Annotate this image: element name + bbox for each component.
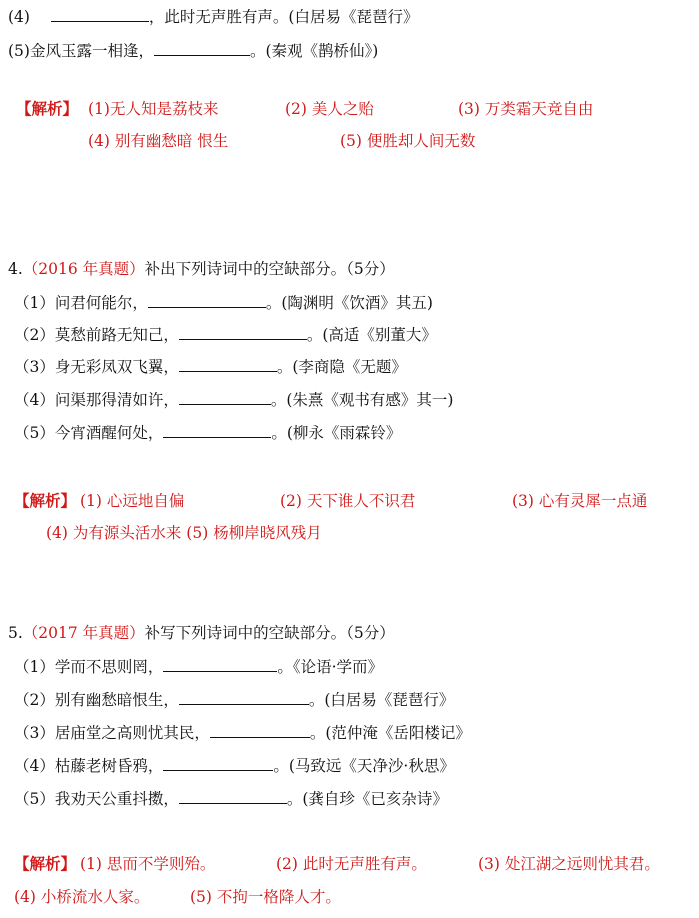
item-source: 。(马致远《天净沙·秋思》 [273,757,455,775]
top-answer-5: (5) 便胜却人间无数 [340,132,476,150]
q2016-heading [8,258,395,280]
answer-blank [163,657,277,672]
q2017-analysis-label: 【解析】 [14,854,77,873]
top-answer-2: (2) 美人之贻 [285,100,374,118]
item-prompt: （1）问君何能尔， [14,294,148,312]
q2017-item-2 [14,689,454,711]
answer-blank [179,390,271,405]
q2016-answer-3: (3) 心有灵犀一点通 [512,492,648,510]
top-answer-1: (1)无人知是荔枝来 [88,100,219,118]
item-prompt: （3）居庙堂之高则忧其民， [14,724,210,742]
item-source: 。(龚自珍《已亥杂诗》 [286,790,448,808]
item-prompt: （4）枯藤老树昏鸦， [14,757,164,775]
answer-blank [179,325,307,340]
q2016-answer-1: (1) 心远地自偏 [80,492,185,510]
q2016-instruction: 补出下列诗词中的空缺部分。（5分） [144,260,395,278]
answer-blank [179,357,277,372]
q2016-answer-2: (2) 天下谁人不识君 [280,492,416,510]
q2016-analysis-label: 【解析】 [14,491,77,510]
item-source: 。(白居易《琵琶行》 [308,691,455,709]
top-q5-text: 。(秦观《鹊桥仙》) [249,42,379,60]
item-prompt: （2）别有幽愁暗恨生， [14,691,179,709]
q2017-answer-1: (1) 思而不学则殆。 [80,855,216,873]
q2016-answer-4: (4) 为有源头活水来 (5) 杨柳岸晓风残月 [46,524,322,542]
q2017-heading [8,622,395,644]
item-source: 。《论语·学而》 [277,658,384,676]
answer-blank [179,789,287,804]
answer-blank [210,723,310,738]
top-answer-3: (3) 万类霜天竞自由 [458,100,594,118]
top-q5-line [8,40,378,62]
q2016-number: 4. [8,260,23,278]
item-prompt: （2）莫愁前路无知己， [14,326,179,344]
answer-blank [148,293,266,308]
top-q4-line [8,6,418,28]
item-prompt: （5）我劝天公重抖擞， [14,790,179,808]
q2017-instruction: 补写下列诗词中的空缺部分。（5分） [144,624,395,642]
q2017-item-3 [14,722,471,744]
top-q5-prefix: (5)金风玉露一相逢， [8,42,154,60]
answer-blank [179,690,309,705]
item-prompt: （5）今宵酒醒何处， [14,424,164,442]
item-prompt: （1）学而不思则罔， [14,658,164,676]
q2017-item-4 [14,755,455,777]
item-source: 。(范仲淹《岳阳楼记》 [309,724,471,742]
q2016-item-3 [14,356,407,378]
q2017-answer-4: (4) 小桥流水人家。 [14,888,150,906]
q2016-year: （2016 年真题） [22,260,145,278]
q2016-item-2 [14,324,437,346]
answer-blank [51,7,149,22]
answer-blank [163,423,271,438]
top-answer-4: (4) 别有幽愁暗 恨生 [88,132,229,150]
item-source: 。(陶渊明《饮酒》其五) [265,294,433,312]
q2017-number: 5. [8,624,23,642]
item-source: 。(朱熹《观书有感》其一) [270,391,454,409]
item-source: 。(高适《别董大》 [306,326,437,344]
q2017-item-1 [14,656,383,678]
q2017-item-5 [14,788,448,810]
q2017-answer-2: (2) 此时无声胜有声。 [276,855,427,873]
q2016-item-1 [14,292,433,314]
top-q4-text: ，此时无声胜有声。(白居易《琵琶行》 [148,8,419,26]
top-analysis-label: 【解析】 [16,99,79,118]
item-source: 。(李商隐《无题》 [276,358,407,376]
answer-blank [163,756,273,771]
item-prompt: （3）身无彩凤双飞翼， [14,358,179,376]
q2017-answer-5: (5) 不拘一格降人才。 [190,888,341,906]
item-prompt: （4）问渠那得清如许， [14,391,179,409]
q2017-answer-3: (3) 处江湖之远则忧其君。 [478,855,660,873]
q2016-item-4 [14,389,453,411]
top-q4-prefix: (4) [8,8,30,26]
item-source: 。(柳永《雨霖铃》 [271,424,402,442]
q2017-year: （2017 年真题） [22,624,145,642]
q2016-item-5 [14,422,401,444]
answer-blank [154,41,250,56]
